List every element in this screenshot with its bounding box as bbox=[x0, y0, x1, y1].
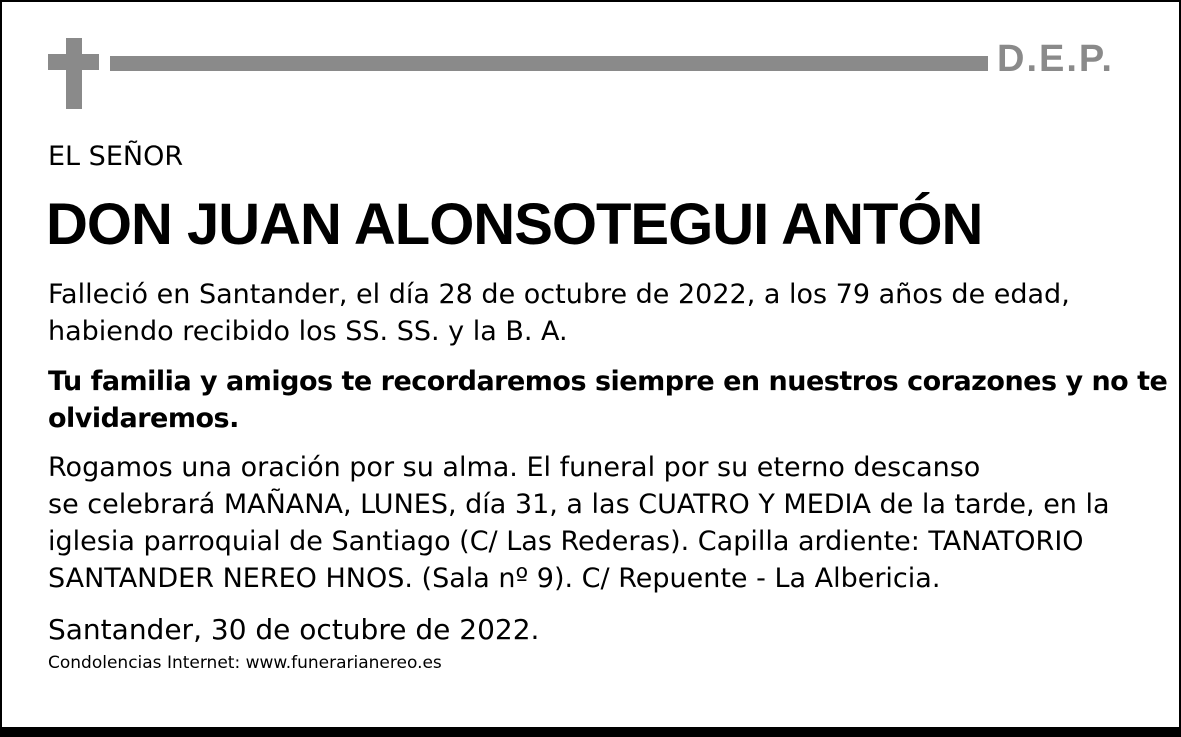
service-paragraph bbox=[48, 449, 1148, 597]
bottom-divider bbox=[0, 727, 1181, 737]
dep-label: D.E.P. bbox=[997, 38, 1114, 80]
death-paragraph bbox=[48, 276, 1148, 350]
header-divider bbox=[110, 56, 988, 71]
deceased-name: DON JUAN ALONSOTEGUI ANTÓN bbox=[46, 192, 983, 257]
service-line: se celebrará MAÑANA, LUNES, día 31, a las CUATRO Y MEDIA de la tarde, en la bbox=[48, 489, 1110, 520]
title-prefix: EL SEÑOR bbox=[48, 141, 184, 172]
death-line: habiendo recibido los SS. SS. y la B. A. bbox=[48, 316, 568, 347]
place-date: Santander, 30 de octubre de 2022. bbox=[48, 613, 540, 646]
service-line: Rogamos una oración por su alma. El funeral por su eterno descanso bbox=[48, 452, 981, 483]
family-paragraph bbox=[48, 363, 1168, 437]
family-line: olvidaremos. bbox=[48, 403, 239, 434]
family-line: Tu familia y amigos te recordaremos siempre en nuestros corazones y no te bbox=[48, 366, 1168, 397]
service-line: iglesia parroquial de Santiago (C/ Las Rederas). Capilla ardiente: TANATORIO bbox=[48, 526, 1084, 557]
cross-horizontal-bar bbox=[48, 54, 99, 70]
death-line: Falleció en Santander, el día 28 de octubre de 2022, a los 79 años de edad, bbox=[48, 279, 1070, 310]
service-line: SANTANDER NEREO HNOS. (Sala nº 9). C/ Repuente - La Albericia. bbox=[48, 563, 941, 594]
cross-vertical-bar bbox=[66, 38, 82, 109]
condolences-link[interactable]: Condolencias Internet: www.funerarianereo.es bbox=[48, 653, 442, 673]
